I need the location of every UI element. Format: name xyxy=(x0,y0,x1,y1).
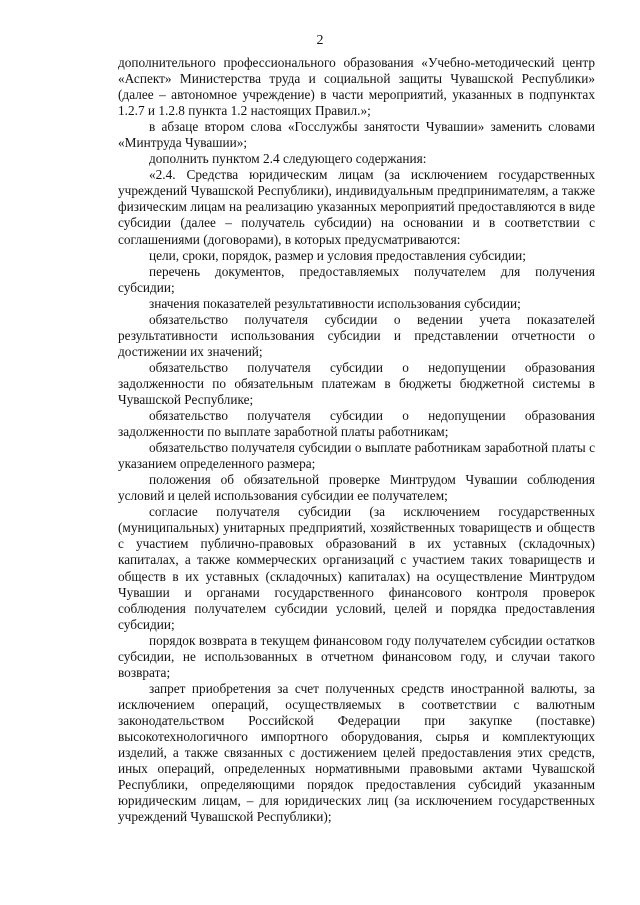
paragraph-add-point: дополнить пунктом 2.4 следующего содержания: xyxy=(149,151,427,167)
paragraph-accounting-obligation: обязательство получателя субсидии о ведении учета показателей результативности использования субсидии и представлении отчетности о достижении их значений; xyxy=(118,311,595,359)
page-number: 2 xyxy=(316,33,324,48)
paragraph-wage-payment-obligation: обязательство получателя субсидии о выплате работникам заработной платы с указанием определенного размера; xyxy=(118,440,595,472)
paragraph-currency-ban: запрет приобретения за счет полученных средств иностранной валюты, за исключением операций, осуществляемых в соответствии с валютным законодательством Российской Федерации при закупке (поставке) высокотехнологичного импортного оборудования, сырья и комплектующих изделий, а также связанных с достижением целей предоставления этих средств, иных операций, определенных нормативными правовыми актами Чувашской Республики, определяющими порядок предоставления субсидий указанным юридическим лицам, – для юридических лиц (за исключением государственных учреждений Чувашской Республики); xyxy=(118,680,595,825)
paragraph-wage-debt-obligation: обязательство получателя субсидии о недопущении образования задолженности по выплате заработной платы работникам; xyxy=(118,408,595,440)
paragraph-indicator-values: значения показателей результативности использования субсидии; xyxy=(149,295,521,311)
paragraph-continuation: дополнительного профессионального образования «Учебно-методический центр «Аспект» Министерства труда и социальной защиты Чувашской Республики» (далее – автономное учреждение) в части мероприятий, указанных в подпунктах 1.2.7 и 1.2.8 пункта 1.2 настоящих Правил.»; xyxy=(118,55,595,119)
paragraph-compliance-check: положения об обязательной проверке Минтрудом Чувашии соблюдения условий и целей использования субсидии ее получателем; xyxy=(118,472,595,504)
paragraph-replace-words: в абзаце втором слова «Госслужбы занятости Чувашии» заменить словами «Минтруда Чувашии»; xyxy=(118,119,595,151)
paragraph-documents-list: перечень документов, предоставляемых получателем для получения субсидии; xyxy=(118,263,595,295)
paragraph-goals-terms: цели, сроки, порядок, размер и условия предоставления субсидии; xyxy=(149,247,526,263)
paragraph-point-2-4: «2.4. Средства юридическим лицам (за исключением государственных учреждений Чувашской Республики), индивидуальным предпринимателям, а также физическим лицам на реализацию указанных мероприятий предоставляются в виде субсидии (далее – получатель субсидии) на основании и в соответствии с соглашениями (договорами), в которых предусматриваются: xyxy=(118,167,595,247)
paragraph-refund-procedure: порядок возврата в текущем финансовом году получателем субсидии остатков субсидии, не использованных в отчетном финансовом году, и случаи такого возврата; xyxy=(118,632,595,680)
paragraph-consent: согласие получателя субсидии (за исключением государственных (муниципальных) унитарных предприятий, хозяйственных товариществ и обществ с участием публично-правовых образований в их уставных (складочных) капиталах, а также коммерческих организаций с участием таких товариществ и обществ в их уставных (складочных) капиталах) на осуществление Минтрудом Чувашии и органами государственного финансового контроля проверок соблюдения получателем субсидии условий, целей и порядка предоставления субсидии; xyxy=(118,504,595,632)
paragraph-debt-obligation: обязательство получателя субсидии о недопущении образования задолженности по обязательным платежам в бюджеты бюджетной системы в Чувашской Республике; xyxy=(118,359,595,407)
document-body xyxy=(118,55,595,825)
